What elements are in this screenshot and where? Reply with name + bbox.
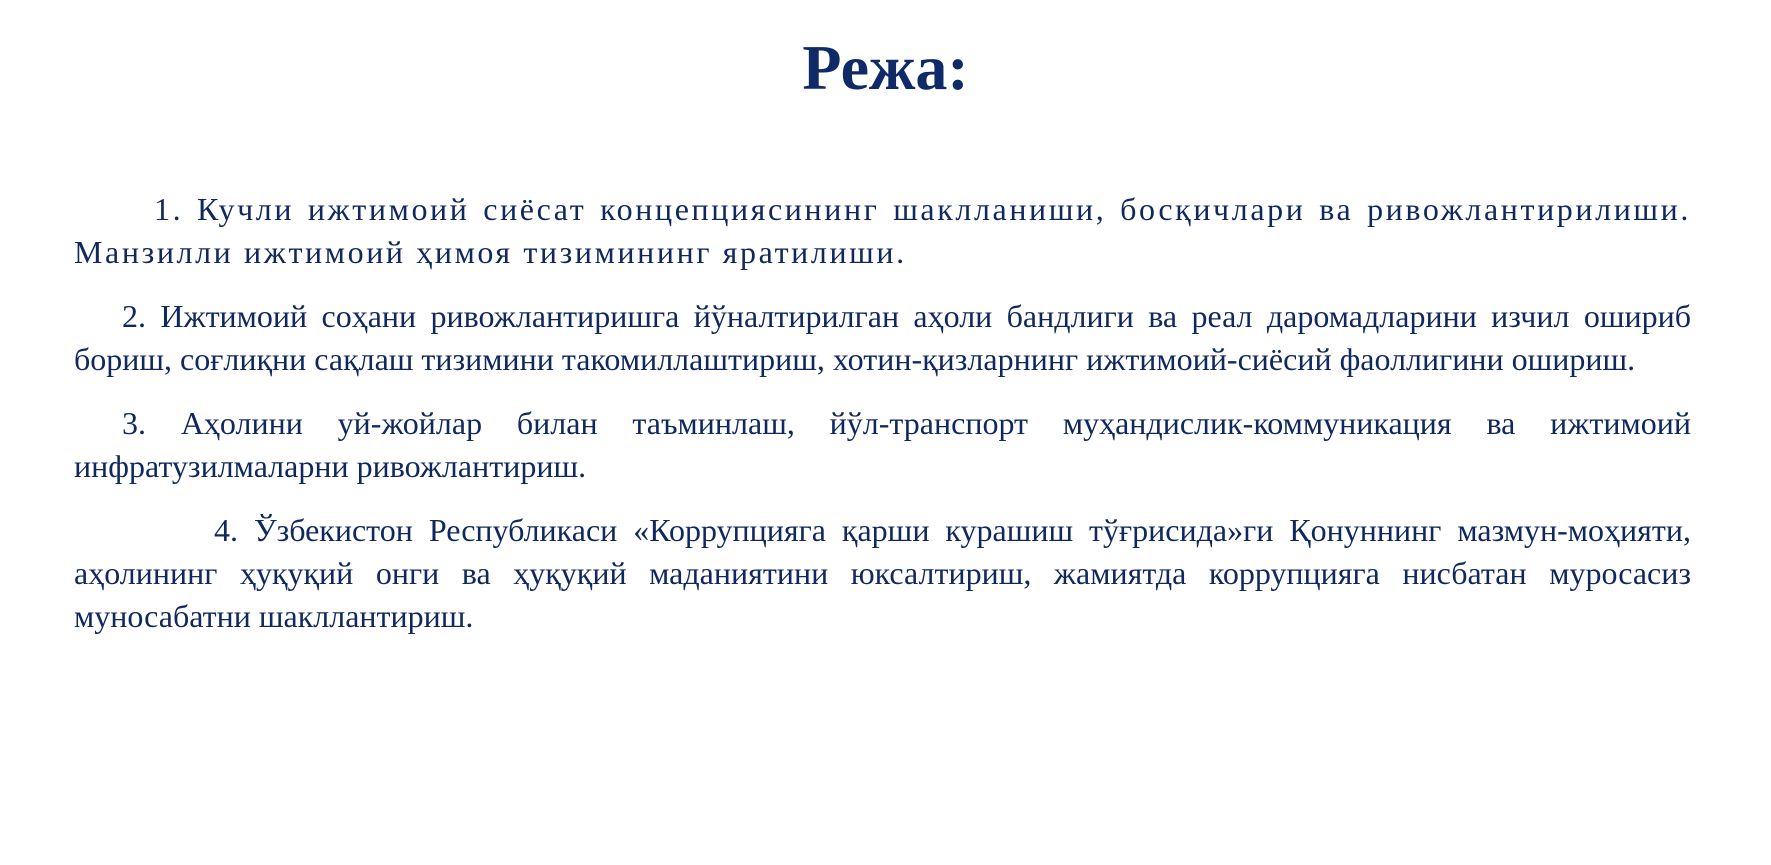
- plan-item-4: 4. Ўзбекистон Республикаси «Коррупцияга қарши курашиш тўғрисида»ги Қонуннинг мазмун-моҳияти, аҳолининг ҳуқуқий онги ва ҳуқуқий маданиятини юксалтириш, жамиятда коррупцияга нисбатан муросасиз муносабатни шакллантириш.: [74, 512, 1691, 634]
- plan-item-3: 3. Аҳолини уй-жойлар билан таъминлаш, йўл-транспорт муҳандислик-коммуникация ва ижтимоий инфратузилмаларни ривожлантириш.: [74, 405, 1691, 484]
- plan-item-1: 1. Кучли ижтимоий сиёсат концепциясининг шаклланиши, босқичлари ва ривожлантирилиши. Манзилли ижтимоий ҳимоя тизимининг яратилиши.: [74, 191, 1691, 270]
- slide-title: Режа:: [802, 32, 969, 103]
- plan-list: [74, 188, 1691, 659]
- plan-item-2: 2. Ижтимоий соҳани ривожлантиришга йўналтирилган аҳоли бандлиги ва реал даромадларини изчил ошириб бориш, соғлиқни сақлаш тизимини такомиллаштириш, хотин-қизларнинг ижтимоий-сиёсий фаоллигини ошириш.: [74, 298, 1691, 377]
